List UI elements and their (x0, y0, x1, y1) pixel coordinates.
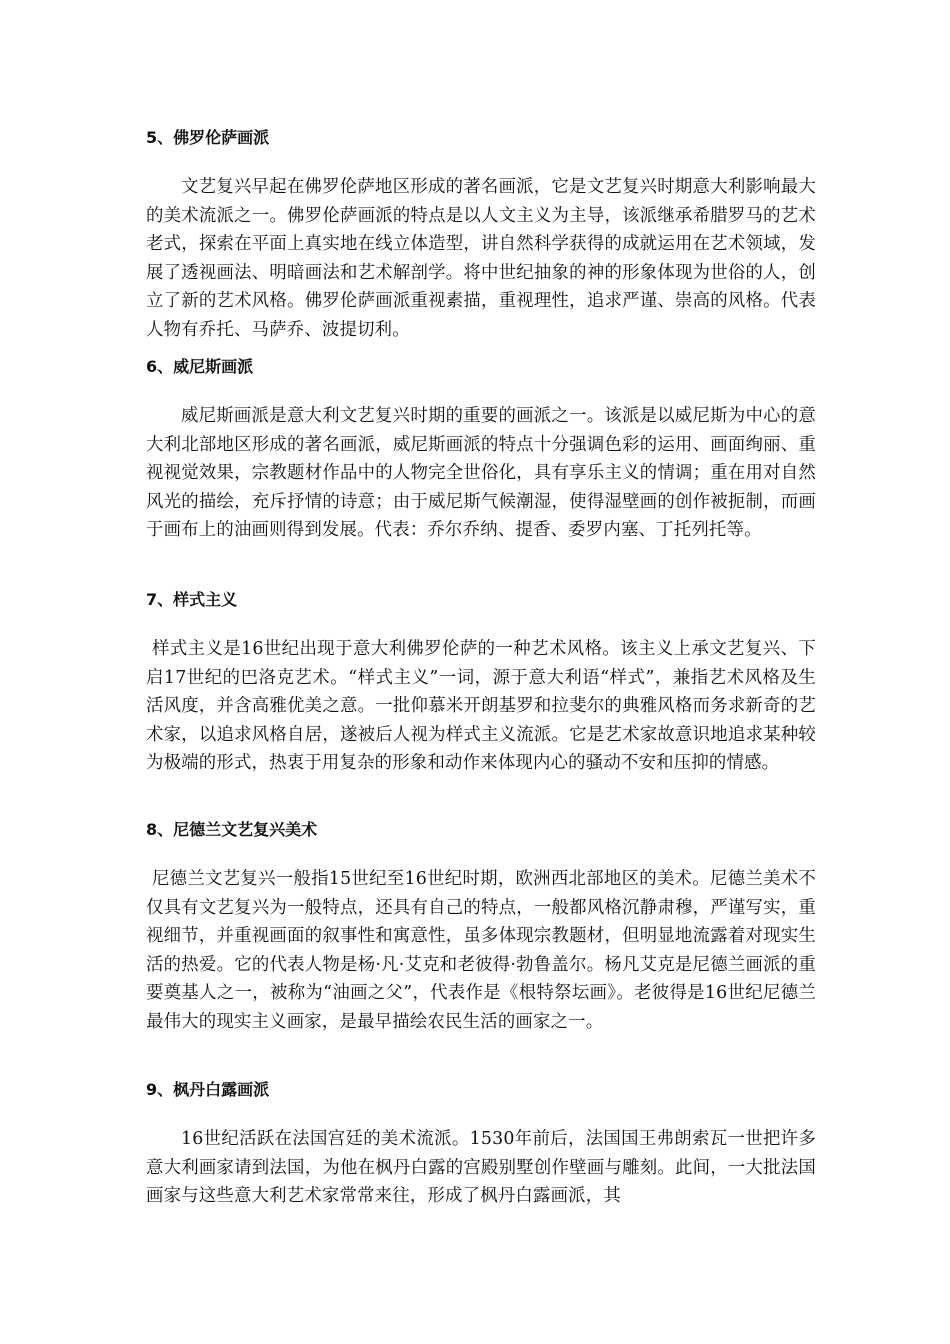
section-heading: 8、尼德兰文艺复兴美术 (146, 820, 318, 839)
section-netherlandish-renaissance (146, 819, 816, 1037)
section-heading: 5、佛罗伦萨画派 (146, 128, 270, 147)
section-venetian-school (146, 356, 816, 545)
section-paragraph: 样式主义是16世纪出现于意大利佛罗伦萨的一种艺术风格。该主义上承文艺复兴、下启17世纪的巴洛克艺术。“样式主义”一词，源于意大利语“样式”，兼指艺术风格及生活风度，并含高雅优美之意。一批仰慕米开朗基罗和拉斐尔的典雅风格而务求新奇的艺术家，以追求风格自居，遂被后人视为样式主义流派。它是艺术家故意识地追求某种较为极端的形式，热衷于用复杂的形象和动作来体现内心的骚动不安和压抑的情感。 (146, 639, 816, 774)
section-heading: 7、样式主义 (146, 590, 238, 609)
section-paragraph: 16世纪活跃在法国宫廷的美术流派。1530年前后，法国国王弗朗索瓦一世把许多意大利画家请到法国，为他在枫丹白露的宫殿别墅创作壁画与雕刻。此间，一大批法国画家与这些意大利艺术家常常来往，形成了枫丹白露画派，其 (146, 1129, 816, 1207)
section-mannerism (146, 589, 816, 778)
section-paragraph: 文艺复兴早起在佛罗伦萨地区形成的著名画派，它是文艺复兴时期意大利影响最大的美术流派之一。佛罗伦萨画派的特点是以人文主义为主导，该派继承希腊罗马的艺术老式，探索在平面上真实地在线立体造型，讲自然科学获得的成就运用在艺术领域，发展了透视画法、明暗画法和艺术解剖学。将中世纪抽象的神的形象体现为世俗的人，创立了新的艺术风格。佛罗伦萨画派重视素描，重视理性，追求严谨、崇高的风格。代表人物有乔托、马萨乔、波提切利。 (146, 177, 816, 340)
section-heading: 6、威尼斯画派 (146, 357, 254, 376)
section-paragraph: 尼德兰文艺复兴一般指15世纪至16世纪时期，欧洲西北部地区的美术。尼德兰美术不仅具有文艺复兴为一般特点，还具有自己的特点，一般都风格沉静肃穆，严谨写实，重视细节，并重视画面的叙事性和寓意性，虽多体现宗教题材，但明显地流露着对现实生活的热爱。它的代表人物是杨·凡·艾克和老彼得·勃鲁盖尔。杨凡艾克是尼德兰画派的重要奠基人之一，被称为“油画之父”，代表作是《根特祭坛画》。老彼得是16世纪尼德兰最伟大的现实主义画家，是最早描绘农民生活的画家之一。 (146, 869, 816, 1032)
section-paragraph: 威尼斯画派是意大利文艺复兴时期的重要的画派之一。该派是以威尼斯为中心的意大利北部地区形成的著名画派，威尼斯画派的特点十分强调色彩的运用、画面绚丽、重视视觉效果，宗教题材作品中的人物完全世俗化，具有享乐主义的情调；重在用对自然风光的描绘，充斥抒情的诗意；由于威尼斯气候潮湿，使得湿壁画的创作被扼制，而画于画布上的油画则得到发展。代表：乔尔乔纳、提香、委罗内塞、丁托列托等。 (146, 406, 816, 541)
section-fontainebleau-school (146, 1079, 816, 1211)
section-florentine-school (146, 127, 816, 345)
section-heading: 9、枫丹白露画派 (146, 1080, 270, 1099)
